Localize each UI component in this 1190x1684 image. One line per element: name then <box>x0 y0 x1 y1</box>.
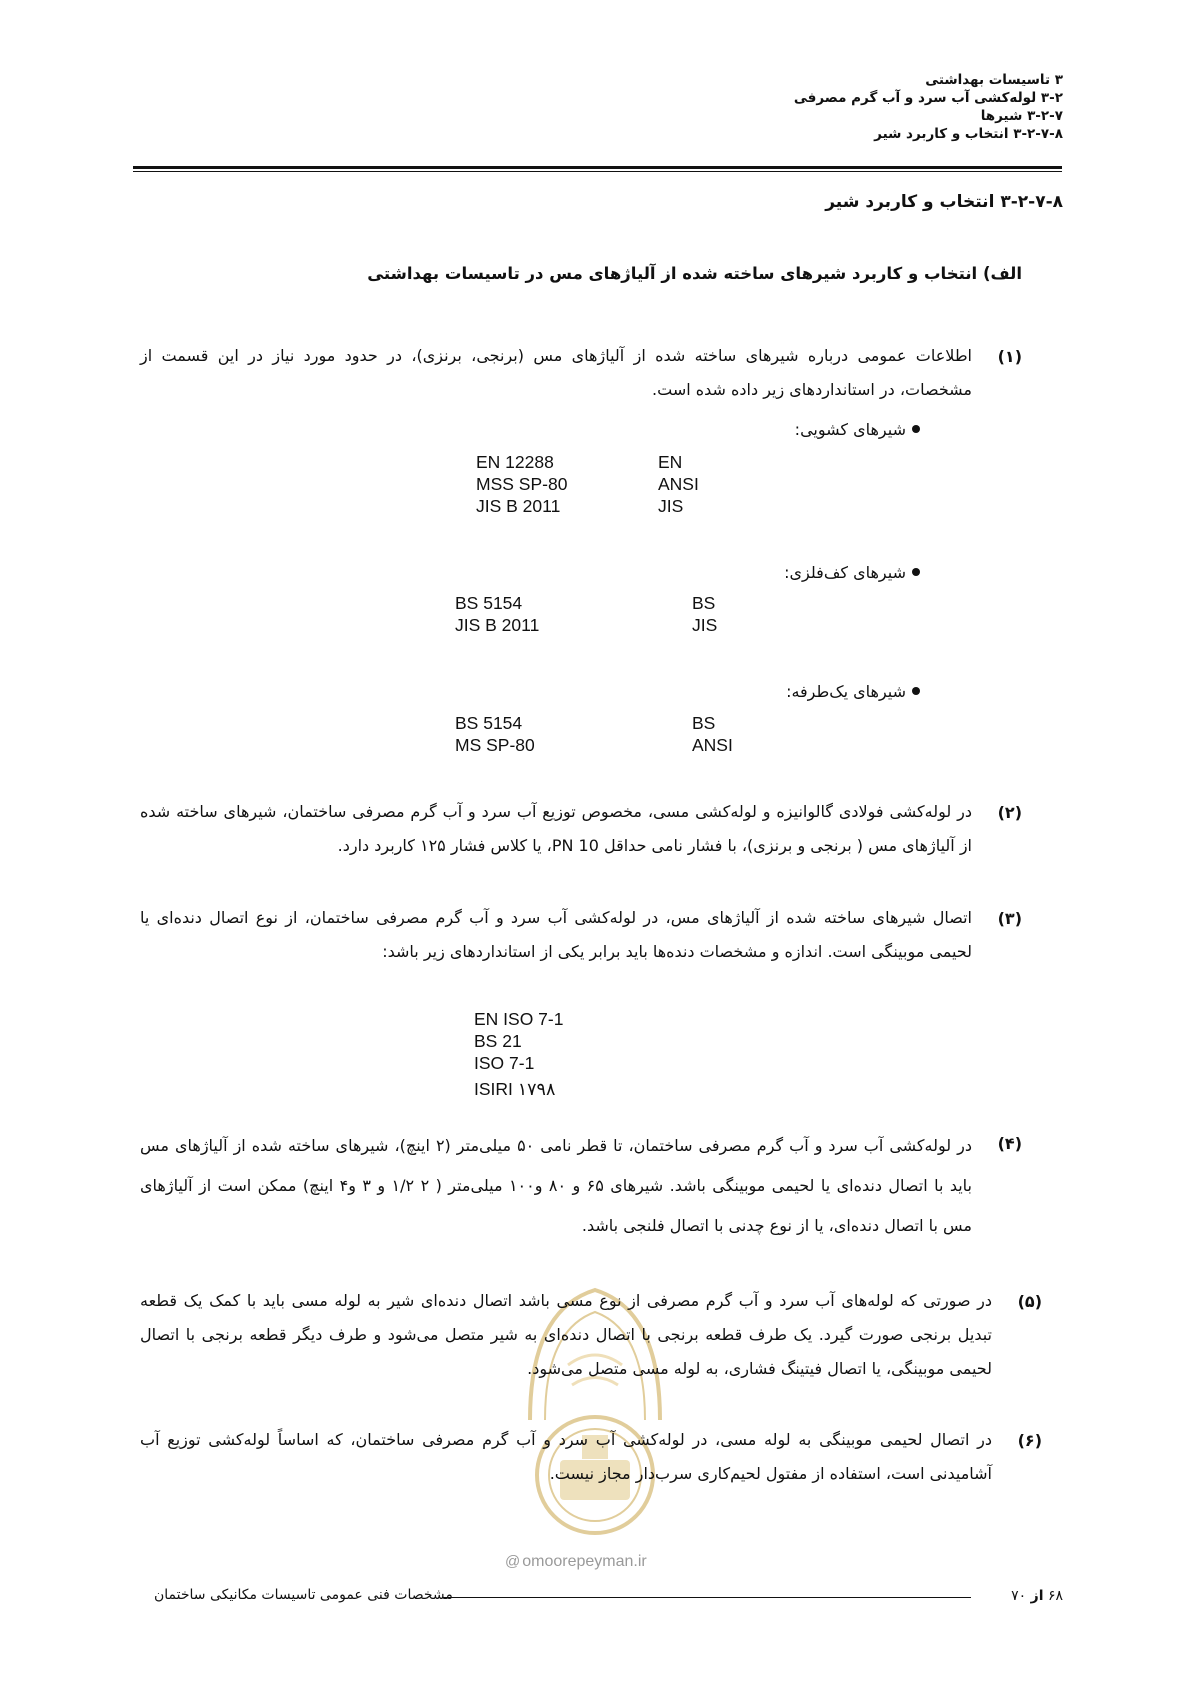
standard-code: MS SP-80 <box>455 735 535 755</box>
item-text-4: در لوله‌کشی آب سرد و آب گرم مصرفی ساختمان، تا قطر نامی ۵۰ میلی‌متر (۲ اینچ)، شیرهای ساخته شده از آلیاژهای مس باید با اتصال دنده‌ای یا لحیمی موبینگی باشد. شیرهای ۶۵ و ۸۰ و۱۰۰ میلی‌متر ( ۲ ۱/۲ و ۳ و۴ اینچ) ممکن است از آلیاژهای مس با اتصال دنده‌ای، یا از نوع چدنی با اتصال فلنجی باشد. <box>140 1136 973 1235</box>
valve-group-standards-1 <box>476 451 567 517</box>
standard-org: ANSI <box>692 735 733 755</box>
item-text-5: در صورتی که لوله‌های آب سرد و آب گرم مصرفی از نوع مسی باشد اتصال دنده‌ای شیر به لوله مسی باید با کمک یک قطعه تبدیل برنجی صورت گیرد. یک طرف قطعه برنجی با اتصال دنده‌ای به شیر متصل می‌شود و طرف دیگر قطعه برنجی با اتصال لحیمی موبینگی، یا اتصال فیتینگ فشاری، به لوله مسی متصل می‌شود. <box>140 1291 992 1378</box>
at-icon: @ <box>505 1553 521 1570</box>
standard-org: JIS <box>692 615 718 635</box>
valve-group-orgs-1 <box>658 451 699 517</box>
standard-org: BS <box>692 593 716 613</box>
page-of: از <box>1030 1588 1044 1604</box>
standard-org: EN <box>658 452 683 472</box>
item-text-1: اطلاعات عمومی درباره شیرهای ساخته شده از آلیاژهای مس (برنجی، برنزی)، در حدود مورد نیاز در این قسمت از مشخصات، در استانداردهای زیر داده شده است. <box>140 346 972 399</box>
valve-group-label-2: شیرهای کف‌فلزی: <box>784 563 920 582</box>
footer-rule <box>443 1597 971 1598</box>
item-number-6: (۶) <box>1017 1431 1042 1450</box>
valve-group-label-3: شیرهای یک‌طرفه: <box>786 682 920 701</box>
valve-group-standards-3 <box>455 712 535 756</box>
header-line-3: ۳-۲-۷ شیرها <box>980 108 1063 124</box>
item-text-6: در اتصال لحیمی موبینگی به لوله مسی، در لوله‌کشی آب سرد و آب گرم مصرفی ساختمان، که اساساً لوله‌کشی توزیع آب آشامیدنی است، استفاده از مفتول لحیم‌کاری سرب‌دار مجاز نیست. <box>140 1430 992 1483</box>
standard-code: BS 5154 <box>455 713 523 733</box>
thread-standard: EN ISO 7-1 <box>474 1009 564 1029</box>
standard-code: JIS B 2011 <box>455 615 540 635</box>
standard-code: EN 12288 <box>476 452 554 472</box>
footer-title: مشخصات فنی عمومی تاسیسات مکانیکی ساختمان <box>154 1587 453 1603</box>
thread-standards-list <box>474 1008 563 1100</box>
page-current: ۶۸ <box>1047 1588 1063 1604</box>
valve-group-orgs-3 <box>692 712 733 756</box>
item-number-3: (۳) <box>997 909 1022 928</box>
item-number-5: (۵) <box>1017 1292 1042 1311</box>
bullet-icon <box>912 425 920 433</box>
standard-code: MSS SP-80 <box>476 474 568 494</box>
thread-standard: ISO 7-1 <box>474 1053 535 1073</box>
standard-org: JIS <box>658 496 684 516</box>
header-line-1: ۳ تاسیسات بهداشتی <box>925 72 1063 88</box>
standard-code: JIS B 2011 <box>476 496 561 516</box>
item-number-4: (۴) <box>997 1134 1022 1153</box>
standard-org: BS <box>692 713 716 733</box>
thread-standard: ISIRI ۱۷۹۸ <box>474 1079 556 1099</box>
thread-standard: BS 21 <box>474 1031 522 1051</box>
page-total: ۷۰ <box>1011 1588 1027 1604</box>
subheading: الف) انتخاب و کاربرد شیرهای ساخته شده از آلیاژهای مس در تاسیسات بهداشتی <box>367 264 1022 283</box>
bullet-icon <box>912 687 920 695</box>
page-number <box>1011 1588 1063 1604</box>
bullet-icon <box>912 568 920 576</box>
header-rule-thick <box>133 166 1062 169</box>
header-rule-thin <box>133 171 1062 172</box>
item-text-2: در لوله‌کشی فولادی گالوانیزه و لوله‌کشی مسی، مخصوص توزیع آب سرد و آب گرم مصرفی ساختمان، شیرهای ساخته شده از آلیاژهای مس ( برنجی و برنزی)، با فشار نامی حداقل PN 10، یا کلاس فشار ۱۲۵ کاربرد دارد. <box>140 802 972 855</box>
section-title: ۳-۲-۷-۸ انتخاب و کاربرد شیر <box>825 192 1063 212</box>
valve-group-orgs-2 <box>692 592 717 636</box>
standard-org: ANSI <box>658 474 699 494</box>
header-line-4: ۳-۲-۷-۸ انتخاب و کاربرد شیر <box>874 126 1063 142</box>
watermark-text: @ omoorepeyman.ir <box>505 1553 647 1570</box>
header-line-2: ۳-۲ لوله‌کشی آب سرد و آب گرم مصرفی <box>793 90 1063 106</box>
valve-group-label-1: شیرهای کشویی: <box>795 420 920 439</box>
item-text-3: اتصال شیرهای ساخته شده از آلیاژهای مس، در لوله‌کشی آب سرد و آب گرم مصرفی ساختمان، از نوع اتصال دنده‌ای یا لحیمی موبینگی است. اندازه و مشخصات دنده‌ها باید برابر یکی از استانداردهای زیر باشد: <box>140 908 972 961</box>
item-number-2: (۲) <box>997 803 1022 822</box>
standard-code: BS 5154 <box>455 593 523 613</box>
valve-group-standards-2 <box>455 592 539 636</box>
item-number-1: (۱) <box>997 347 1022 366</box>
